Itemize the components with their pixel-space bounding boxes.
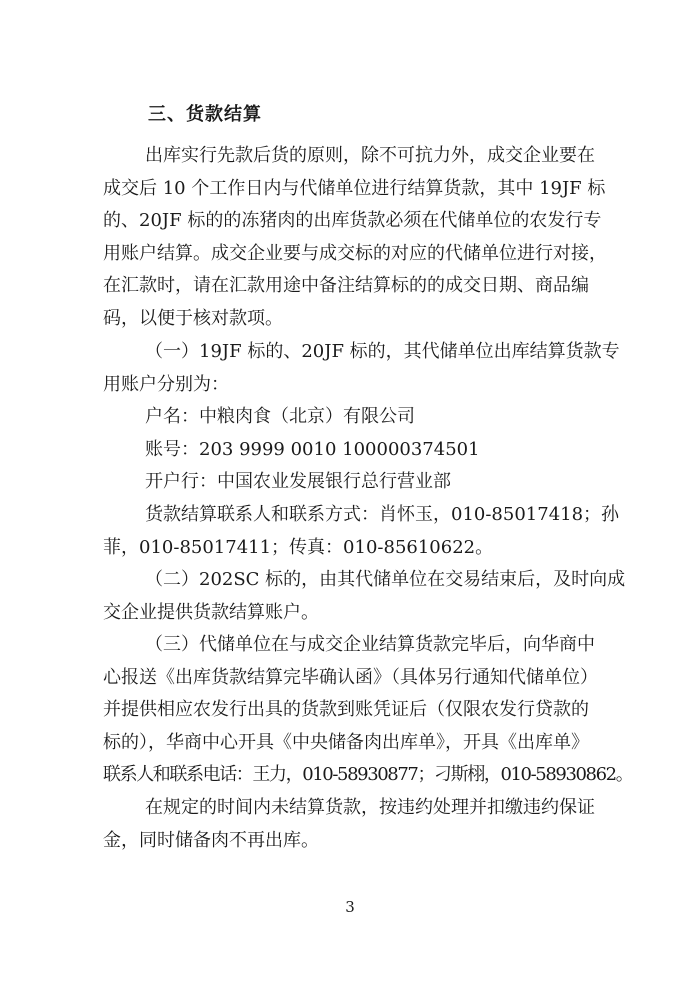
paragraph-item-3 <box>103 629 633 792</box>
text-line: 成交后 10 个工作日内与代储单位进行结算货款，其中 19JF 标 <box>103 177 606 199</box>
section-heading: 三、货款结算 <box>148 104 262 125</box>
text-line: 在汇款时，请在汇款用途中备注结算标的的成交日期、商品编 <box>103 275 589 297</box>
text-line: 心报送《出库货款结算完毕确认函》（具体另行通知代储单位） <box>103 666 598 688</box>
page-number: 3 <box>345 898 355 916</box>
text-line: 并提供相应农发行出具的货款到账凭证后（仅限农发行贷款的 <box>103 699 589 721</box>
paragraph-item-2 <box>103 564 626 629</box>
paragraph-settlement-contacts <box>103 499 623 564</box>
text-line: 菲，010-85017411；传真：010-85610622。 <box>103 536 494 558</box>
paragraph-account-name <box>103 401 623 434</box>
text-line: 用账户结算。成交企业要与成交标的对应的代储单位进行对接， <box>103 242 607 264</box>
text-line: 账号：203 9999 0010 100000374501 <box>145 439 480 460</box>
text-line: 联系人和联系电话：王力，010-58930877；刁斯栩，010-58930862。 <box>103 764 633 786</box>
text-line: 交企业提供货款结算账户。 <box>103 601 319 623</box>
paragraph-account-bank <box>103 466 623 499</box>
paragraph-item-1 <box>103 336 623 401</box>
text-line: 的、20JF 标的的冻猪肉的出库货款必须在代储单位的农发行专 <box>103 210 602 232</box>
text-line: 在规定的时间内未结算货款，按违约处理并扣缴违约保证 <box>145 797 595 818</box>
text-line: 码，以便于核对款项。 <box>103 307 283 329</box>
text-line: 货款结算联系人和联系方式：肖怀玉，010-85017418；孙 <box>145 504 620 525</box>
text-line: 户名：中粮肉食（北京）有限公司 <box>145 406 415 427</box>
paragraph-account-number <box>103 434 623 467</box>
text-line: 用账户分别为： <box>103 373 229 395</box>
text-line: 金，同时储备肉不再出库。 <box>103 829 319 851</box>
text-line: （一）19JF 标的、20JF 标的，其代储单位出库结算货款专 <box>145 341 620 362</box>
text-line: 开户行：中国农业发展银行总行营业部 <box>145 471 451 492</box>
text-line: 标的），华商中心开具《中央储备肉出库单》，开具《出库单》 <box>103 731 589 753</box>
text-line: （二）202SC 标的，由其代储单位在交易结束后，及时向成 <box>145 569 626 590</box>
paragraph-settlement-principle <box>103 140 623 336</box>
text-line: （三）代储单位在与成交企业结算货款完毕后，向华商中 <box>145 634 595 655</box>
text-line: 出库实行先款后货的原则，除不可抗力外，成交企业要在 <box>145 145 595 166</box>
paragraph-penalty-clause <box>103 792 623 857</box>
